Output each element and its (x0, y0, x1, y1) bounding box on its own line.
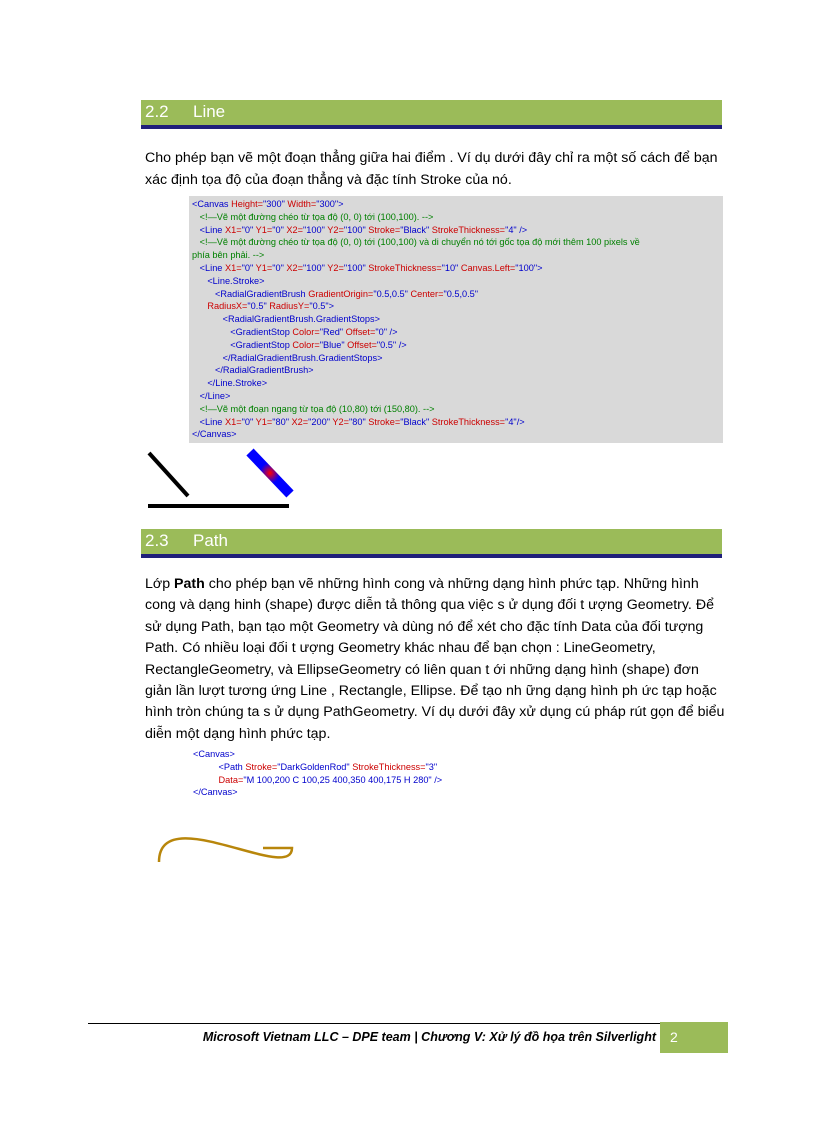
code-line: <RadialGradientBrush GradientOrigin="0.5,0.5" Center="0.5,0.5" (214, 288, 479, 299)
code-line: <!—Vẽ một đường chéo từ tọa độ (0, 0) tới (100,100) và di chuyển nó tới gốc tọa độ mới thêm 100 pixels về (192, 237, 640, 248)
path-curve (159, 838, 292, 862)
section-title: Path (193, 531, 228, 550)
code-line: <Canvas Height="300" Width="300"> (192, 199, 344, 209)
section-number: 2.2 (145, 102, 169, 121)
code-line: <RadialGradientBrush.GradientStops> (192, 314, 380, 325)
code-line: </Line.Stroke> (192, 378, 268, 389)
section-heading-path (141, 529, 722, 558)
black-diagonal-line (149, 453, 188, 496)
code-line: <GradientStop Color="Blue" Offset="0.5" /> (230, 339, 407, 350)
code-line: <!—Vẽ một đoạn ngang từ tọa độ (10,80) tới (150,80). --> (192, 403, 435, 414)
path-code-listing (193, 748, 442, 799)
code-line: <Line.Stroke> (192, 275, 265, 286)
gradient-diagonal-line (250, 452, 290, 494)
code-line: </RadialGradientBrush.GradientStops> (192, 352, 383, 363)
path-description (145, 574, 725, 745)
code-line: </RadialGradientBrush> (192, 365, 314, 376)
code-line: <Path Stroke="DarkGoldenRod" StrokeThickness="3" (218, 761, 438, 772)
code-line: RadiusX="0.5" RadiusY="0.5"> (207, 301, 335, 312)
footer-rule (88, 1023, 660, 1024)
line-code-listing (189, 196, 723, 443)
code-line: <Canvas> (193, 749, 235, 759)
section-title: Line (193, 102, 226, 121)
code-line: </Canvas> (193, 787, 238, 798)
section-heading-line (141, 100, 722, 129)
footer-text: Microsoft Vietnam LLC – DPE team | Chương V: Xử lý đồ họa trên Silverlight (202, 1030, 656, 1044)
code-line: <Line X1="0" Y1="0" X2="100" Y2="100" Stroke="Black" StrokeThickness="4" /> (199, 224, 528, 235)
code-line: <!—Vẽ một đường chéo từ tọa độ (0, 0) tới (100,100). --> (192, 211, 434, 222)
code-line: phía bên phải. --> (192, 250, 265, 261)
section-number: 2.3 (145, 531, 169, 550)
code-line: Data="M 100,200 C 100,25 400,350 400,175 H 280" /> (218, 774, 443, 785)
code-line: </Line> (192, 390, 231, 401)
code-line: <GradientStop Color="Red" Offset="0" /> (230, 326, 398, 337)
page-number: 2 (660, 1022, 728, 1053)
line-description: Cho phép bạn vẽ một đoạn thẳng giữa hai điểm . Ví dụ dưới đây chỉ ra một số cách để bạn xác định tọa độ của đoạn thẳng và đặc tính Stroke của nó. (145, 150, 718, 188)
code-line: <Line X1="0" Y1="80" X2="200" Y2="80" Stroke="Black" StrokeThickness="4"/> (199, 416, 525, 427)
code-line: </Canvas> (192, 429, 237, 440)
path-keyword: Path (174, 576, 205, 592)
code-line: <Line X1="0" Y1="0" X2="100" Y2="100" StrokeThickness="10" Canvas.Left="100"> (199, 262, 543, 273)
path-desc-rest: cho phép bạn vẽ những hình cong và những dạng hình phức tạp. Những hình cong và dạng hinh (shape) được diễn tả thông qua việc s ử dụng đối t ượng Geometry. Để sử dụng Path, bạn tạo một Geometry và dùng nó để xét cho đặc tính Data của đối tượng Path. Có nhiều loại đối t ượng Geometry khác nhau để bạn chọn : LineGeometry, RectangleGeometry, và EllipseGeometry có liên quan t ới những dạng hình (shape) đơn giản lần lượt tương ứng Line , Rectangle, Ellipse. Để tạo nh ững dạng hình ph ức tạp hoặc hình tròn chúng ta s ử dụng PathGeometry. Ví dụ dưới đây xử dụng cú pháp rút gọn để biểu diễn một dạng hình phức tạp. (145, 576, 725, 742)
path-desc-prefix: Lớp (145, 576, 175, 592)
